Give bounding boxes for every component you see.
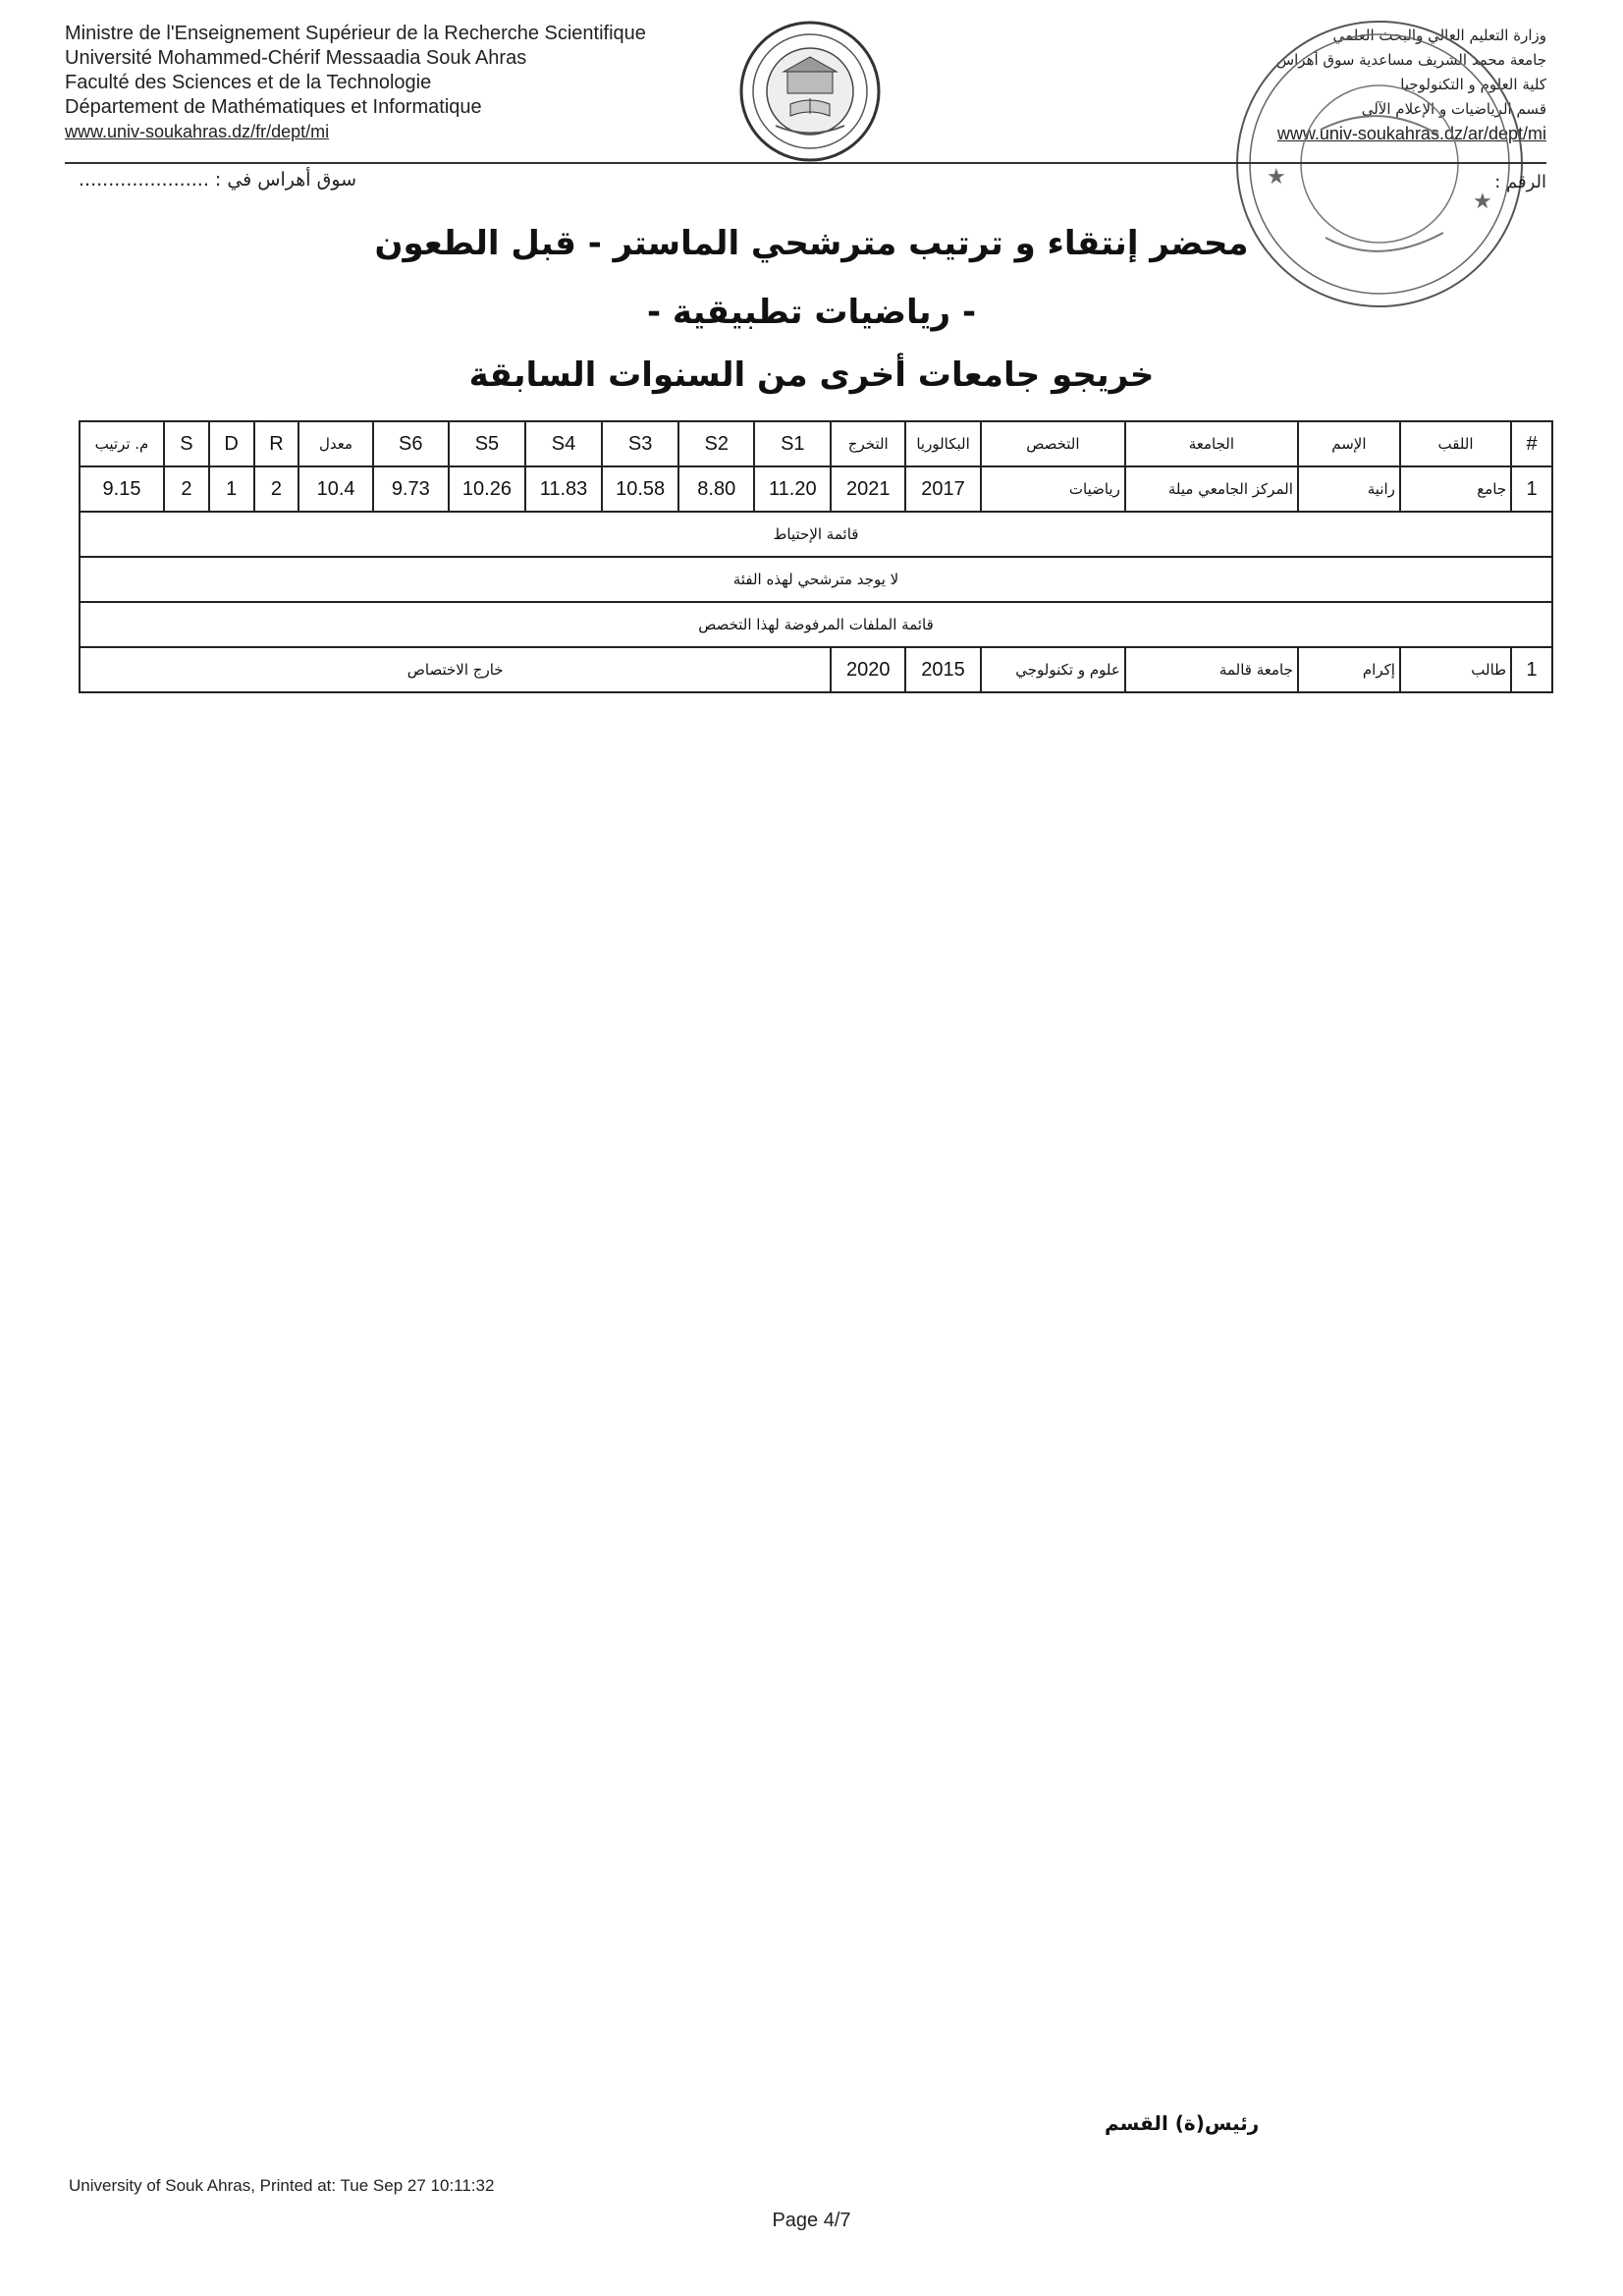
cell-s2: 8.80: [678, 466, 754, 512]
cell-num: 1: [1511, 466, 1552, 512]
no-candidates-row: [80, 557, 1552, 602]
header-fr: [65, 22, 646, 144]
cell-s6: 9.73: [373, 466, 449, 512]
col-bac: البكالوريا: [905, 421, 981, 466]
cell-s3: 10.58: [602, 466, 678, 512]
col-s1: S1: [754, 421, 831, 466]
cell-last-name: جامع: [1400, 466, 1511, 512]
col-num: #: [1511, 421, 1552, 466]
reference-label: الرقم :: [1494, 172, 1546, 192]
ministry-ar: وزارة التعليم العالي والبحث العلمي: [1332, 27, 1546, 44]
cell-d: 1: [209, 466, 254, 512]
col-average: معدل: [298, 421, 372, 466]
table-header-row: [80, 421, 1552, 466]
svg-text:★: ★: [1473, 190, 1492, 214]
document-title: محضر إنتقاء و ترتيب مترشحي الماستر - قبل الطعون: [374, 224, 1249, 263]
table-row: [80, 647, 1552, 692]
rejected-label: قائمة الملفات المرفوضة لهذا التخصص: [80, 602, 1552, 647]
col-s4: S4: [525, 421, 602, 466]
cell-num: 1: [1511, 647, 1552, 692]
table-row: [80, 466, 1552, 512]
candidates-table: [79, 420, 1553, 693]
cell-university: جامعة قالمة: [1125, 647, 1298, 692]
cell-specialty: علوم و تكنولوجي: [981, 647, 1125, 692]
header-divider: [65, 162, 1546, 164]
specialty-title: - رياضيات تطبيقية -: [646, 293, 977, 332]
university-ar: جامعة محمد الشريف مساعدية سوق أهراس: [1275, 51, 1546, 69]
cell-first-name: رانية: [1298, 466, 1400, 512]
faculty-ar: كلية العلوم و التكنولوجيا: [1400, 76, 1546, 93]
university-fr: Université Mohammed-Chérif Messaadia Souk Ahras: [65, 47, 527, 69]
cell-grad: 2021: [831, 466, 905, 512]
url-ar[interactable]: www.univ-soukahras.dz/ar/dept/mi: [1276, 124, 1546, 143]
university-logo: [736, 18, 884, 165]
department-ar: قسم الرياضيات و الإعلام الآلي: [1361, 100, 1546, 118]
cell-average: 10.4: [298, 466, 372, 512]
col-specialty: التخصص: [981, 421, 1125, 466]
col-s: S: [164, 421, 209, 466]
col-s6: S6: [373, 421, 449, 466]
cell-last-name: طالب: [1400, 647, 1511, 692]
cell-s: 2: [164, 466, 209, 512]
category-title: خريجو جامعات أخرى من السنوات السابقة: [468, 355, 1155, 395]
col-r: R: [254, 421, 299, 466]
faculty-fr: Faculté des Sciences et de la Technologie: [65, 72, 432, 93]
cell-bac: 2015: [905, 647, 981, 692]
department-fr: Département de Mathématiques et Informatique: [65, 96, 482, 118]
col-university: الجامعة: [1125, 421, 1298, 466]
col-grad: التخرج: [831, 421, 905, 466]
col-s2: S2: [678, 421, 754, 466]
department-head-signature: رئيس(ة) القسم: [1105, 2111, 1260, 2135]
cell-university: المركز الجامعي ميلة: [1125, 466, 1298, 512]
place-date: سوق أهراس في : ......................: [79, 169, 357, 191]
col-last-name: اللقب: [1400, 421, 1511, 466]
cell-s1: 11.20: [754, 466, 831, 512]
svg-text:★: ★: [1267, 165, 1286, 190]
cell-s5: 10.26: [449, 466, 525, 512]
no-candidates-label: لا يوجد مترشحي لهذه الفئة: [80, 557, 1552, 602]
cell-specialty: رياضيات: [981, 466, 1125, 512]
cell-r: 2: [254, 466, 299, 512]
col-d: D: [209, 421, 254, 466]
cell-s4: 11.83: [525, 466, 602, 512]
col-s5: S5: [449, 421, 525, 466]
cell-rejection-reason: خارج الاختصاص: [80, 647, 831, 692]
url-fr[interactable]: www.univ-soukahras.dz/fr/dept/mi: [65, 122, 330, 141]
page-number: Page 4/7: [772, 2210, 851, 2231]
cell-grad: 2020: [831, 647, 905, 692]
cell-bac: 2017: [905, 466, 981, 512]
col-s3: S3: [602, 421, 678, 466]
cell-rank-average: 9.15: [80, 466, 164, 512]
cell-first-name: إكرام: [1298, 647, 1400, 692]
reserve-label: قائمة الإحتياط: [80, 512, 1552, 557]
department-stamp: [1227, 12, 1532, 316]
reserve-section-row: [80, 512, 1552, 557]
col-first-name: الإسم: [1298, 421, 1400, 466]
ministry-fr: Ministre de l'Enseignement Supérieur de la Recherche Scientifique: [65, 23, 646, 44]
print-footer: University of Souk Ahras, Printed at: Tue Sep 27 10:11:32: [69, 2176, 495, 2195]
rejected-section-row: [80, 602, 1552, 647]
col-rank-average: م. ترتيب: [80, 421, 164, 466]
